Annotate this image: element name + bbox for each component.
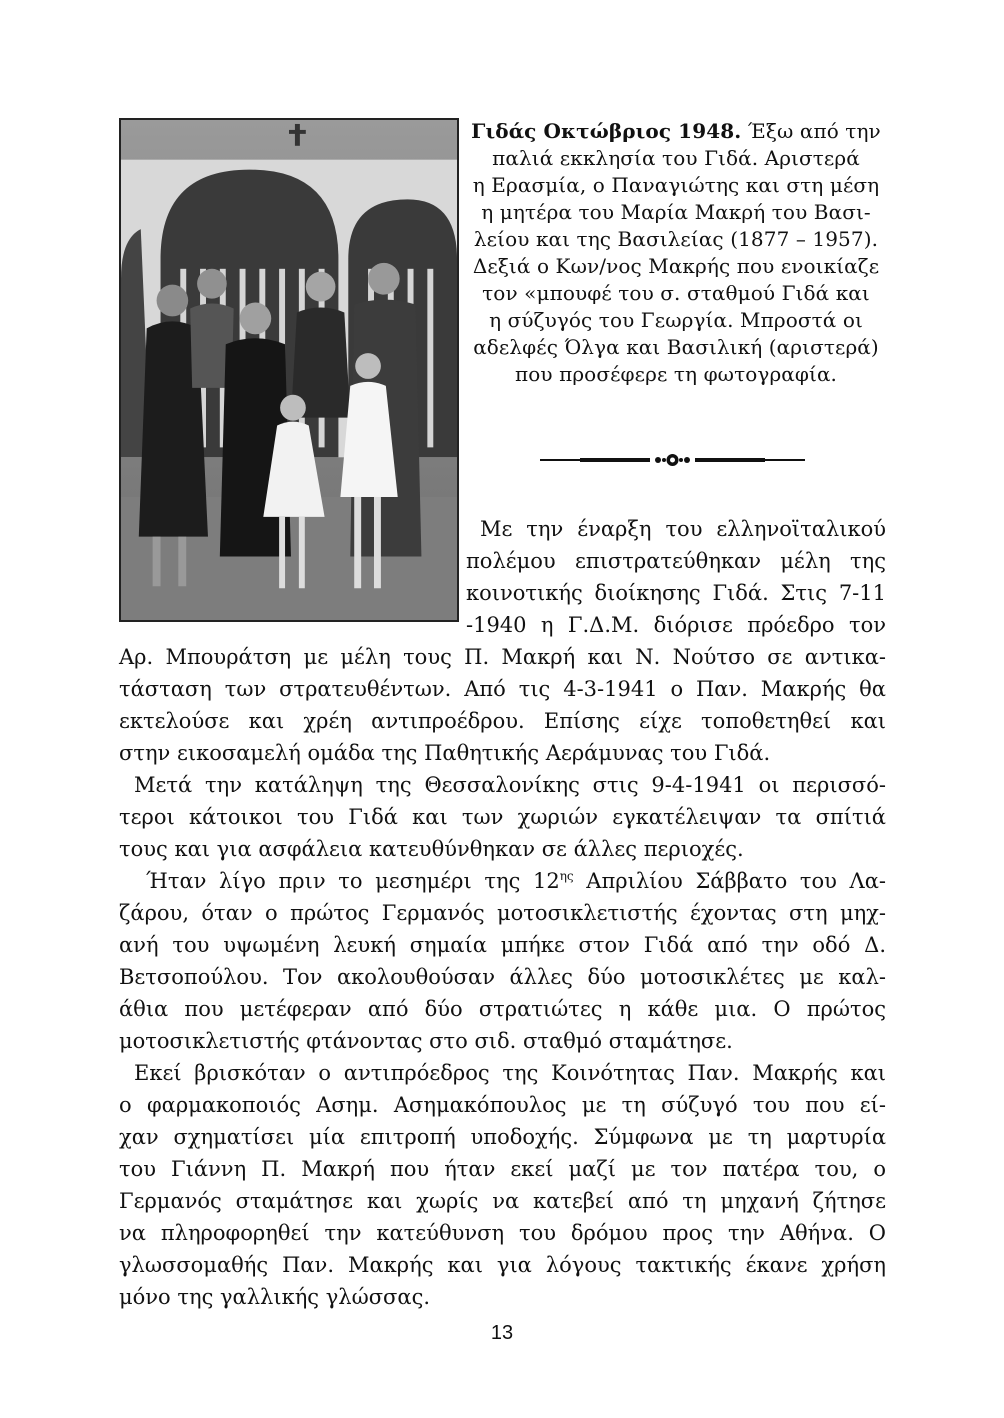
body-line: να πληροφορηθεί την κατεύθυνση του δρόμου προς την Αθήνα. Ο <box>119 1221 886 1245</box>
caption-line: τον «μπουφέ του σ. σταθμού Γιδά και <box>482 281 870 305</box>
body-line: κοινοτικής διοίκησης Γιδά. Στις 7-11 <box>466 581 886 605</box>
body-line: μόνο της γαλλικής γλώσσας. <box>119 1285 431 1309</box>
caption-bold-lead: Γιδάς Οκτώβριος 1948. <box>471 119 742 143</box>
body-line: τεροι κάτοικοι του Γιδά και των χωριών εγκατέλειψαν τα σπίτιά <box>119 805 886 829</box>
caption-first-rest: Έξω από την <box>741 119 881 143</box>
body-line: γλωσσομαθής Παν. Μακρής και για λόγους τακτικής έκανε χρήση <box>119 1253 886 1277</box>
caption-line: παλιά εκκλησία του Γιδά. Αριστερά <box>492 146 860 170</box>
caption-line: η σύζυγός του Γεωργία. Μπροστά οι <box>489 308 863 332</box>
p3-first-after: Απριλίου Σάββατο του Λα- <box>573 869 886 893</box>
body-line: του Γιάννη Π. Μακρή που ήταν εκεί μαζί με τον πατέρα του, ο <box>119 1157 886 1181</box>
caption-line: η Ερασμία, ο Παναγιώτης και στη μέση <box>472 173 880 197</box>
body-line: Εκεί βρισκόταν ο αντιπρόεδρος της Κοινότητας Παν. Μακρής και <box>134 1061 886 1085</box>
body-line: Μετά την κατάληψη της Θεσσαλονίκης στις 9-4-1941 οι περισσό- <box>134 773 886 797</box>
family-photograph <box>119 118 459 622</box>
ornament-divider <box>540 452 805 468</box>
ordinal-superscript: ης <box>559 869 574 883</box>
body-line: εκτελούσε και χρέη αντιπροέδρου. Επίσης είχε τοποθετηθεί και <box>119 709 886 733</box>
p3-first-before: Ήταν λίγο πριν το μεσημέρι της 12 <box>146 869 560 893</box>
caption-line: η μητέρα του Μαρία Μακρή του Βασι- <box>481 200 871 224</box>
body-line: στην εικοσαμελή ομάδα της Παθητικής Αεράμυνας του Γιδά. <box>119 741 771 765</box>
body-line: -1940 η Γ.Δ.Μ. διόρισε πρόεδρο τον <box>466 613 886 637</box>
body-line: ανή του υψωμένη λευκή σημαία μπήκε στον Γιδά από την οδό Δ. <box>119 933 886 957</box>
caption-line: Δεξιά ο Κων/νος Μακρής που ενοικίαζε <box>472 254 880 278</box>
body-line: Γερμανός σταμάτησε και χωρίς να κατεβεί από τη μηχανή ζήτησε <box>119 1189 886 1213</box>
photo-caption <box>466 118 886 388</box>
body-line: τους και για ασφάλεια κατευθύνθηκαν σε άλλες περιοχές. <box>119 837 744 861</box>
photo-image <box>121 120 457 620</box>
body-line: μοτοσικλετιστής φτάνοντας στο σιδ. σταθμό σταμάτησε. <box>119 1029 733 1053</box>
body-line: ο φαρμακοποιός Ασημ. Ασημακόπουλος με τη σύζυγό του που εί- <box>119 1093 886 1117</box>
body-line: Βετσοπούλου. Τον ακολουθούσαν άλλες δύο μοτοσικλέτες με καλ- <box>119 965 886 989</box>
caption-line: που προσέφερε τη φωτογραφία. <box>514 362 838 386</box>
body-line: χαν σχηματίσει μία επιτροπή υποδοχής. Σύμφωνα με τη μαρτυρία <box>119 1125 886 1149</box>
page-number: 13 <box>490 1322 514 1344</box>
body-line: Αρ. Μπουράτση με μέλη τους Π. Μακρή και Ν. Νούτσο σε αντικα- <box>119 645 886 669</box>
body-line: άθια που μετέφεραν από δύο στρατιώτες η κάθε μια. Ο πρώτος <box>119 997 886 1021</box>
caption-line: λείου και της Βασιλείας (1877 – 1957). <box>473 227 879 251</box>
caption-line <box>466 118 886 145</box>
caption-line: αδελφές Όλγα και Βασιλική (αριστερά) <box>473 335 879 359</box>
body-line: Με την έναρξη του ελληνοϊταλικού <box>480 517 886 541</box>
body-line <box>146 865 886 897</box>
body-line: πολέμου επιστρατεύθηκαν μέλη της <box>466 549 886 573</box>
body-line: τάσταση των στρατευθέντων. Από τις 4-3-1941 ο Παν. Μακρής θα <box>119 677 886 701</box>
body-line: ζάρου, όταν ο πρώτος Γερμανός μοτοσικλετιστής έχοντας στη μηχ- <box>119 901 886 925</box>
